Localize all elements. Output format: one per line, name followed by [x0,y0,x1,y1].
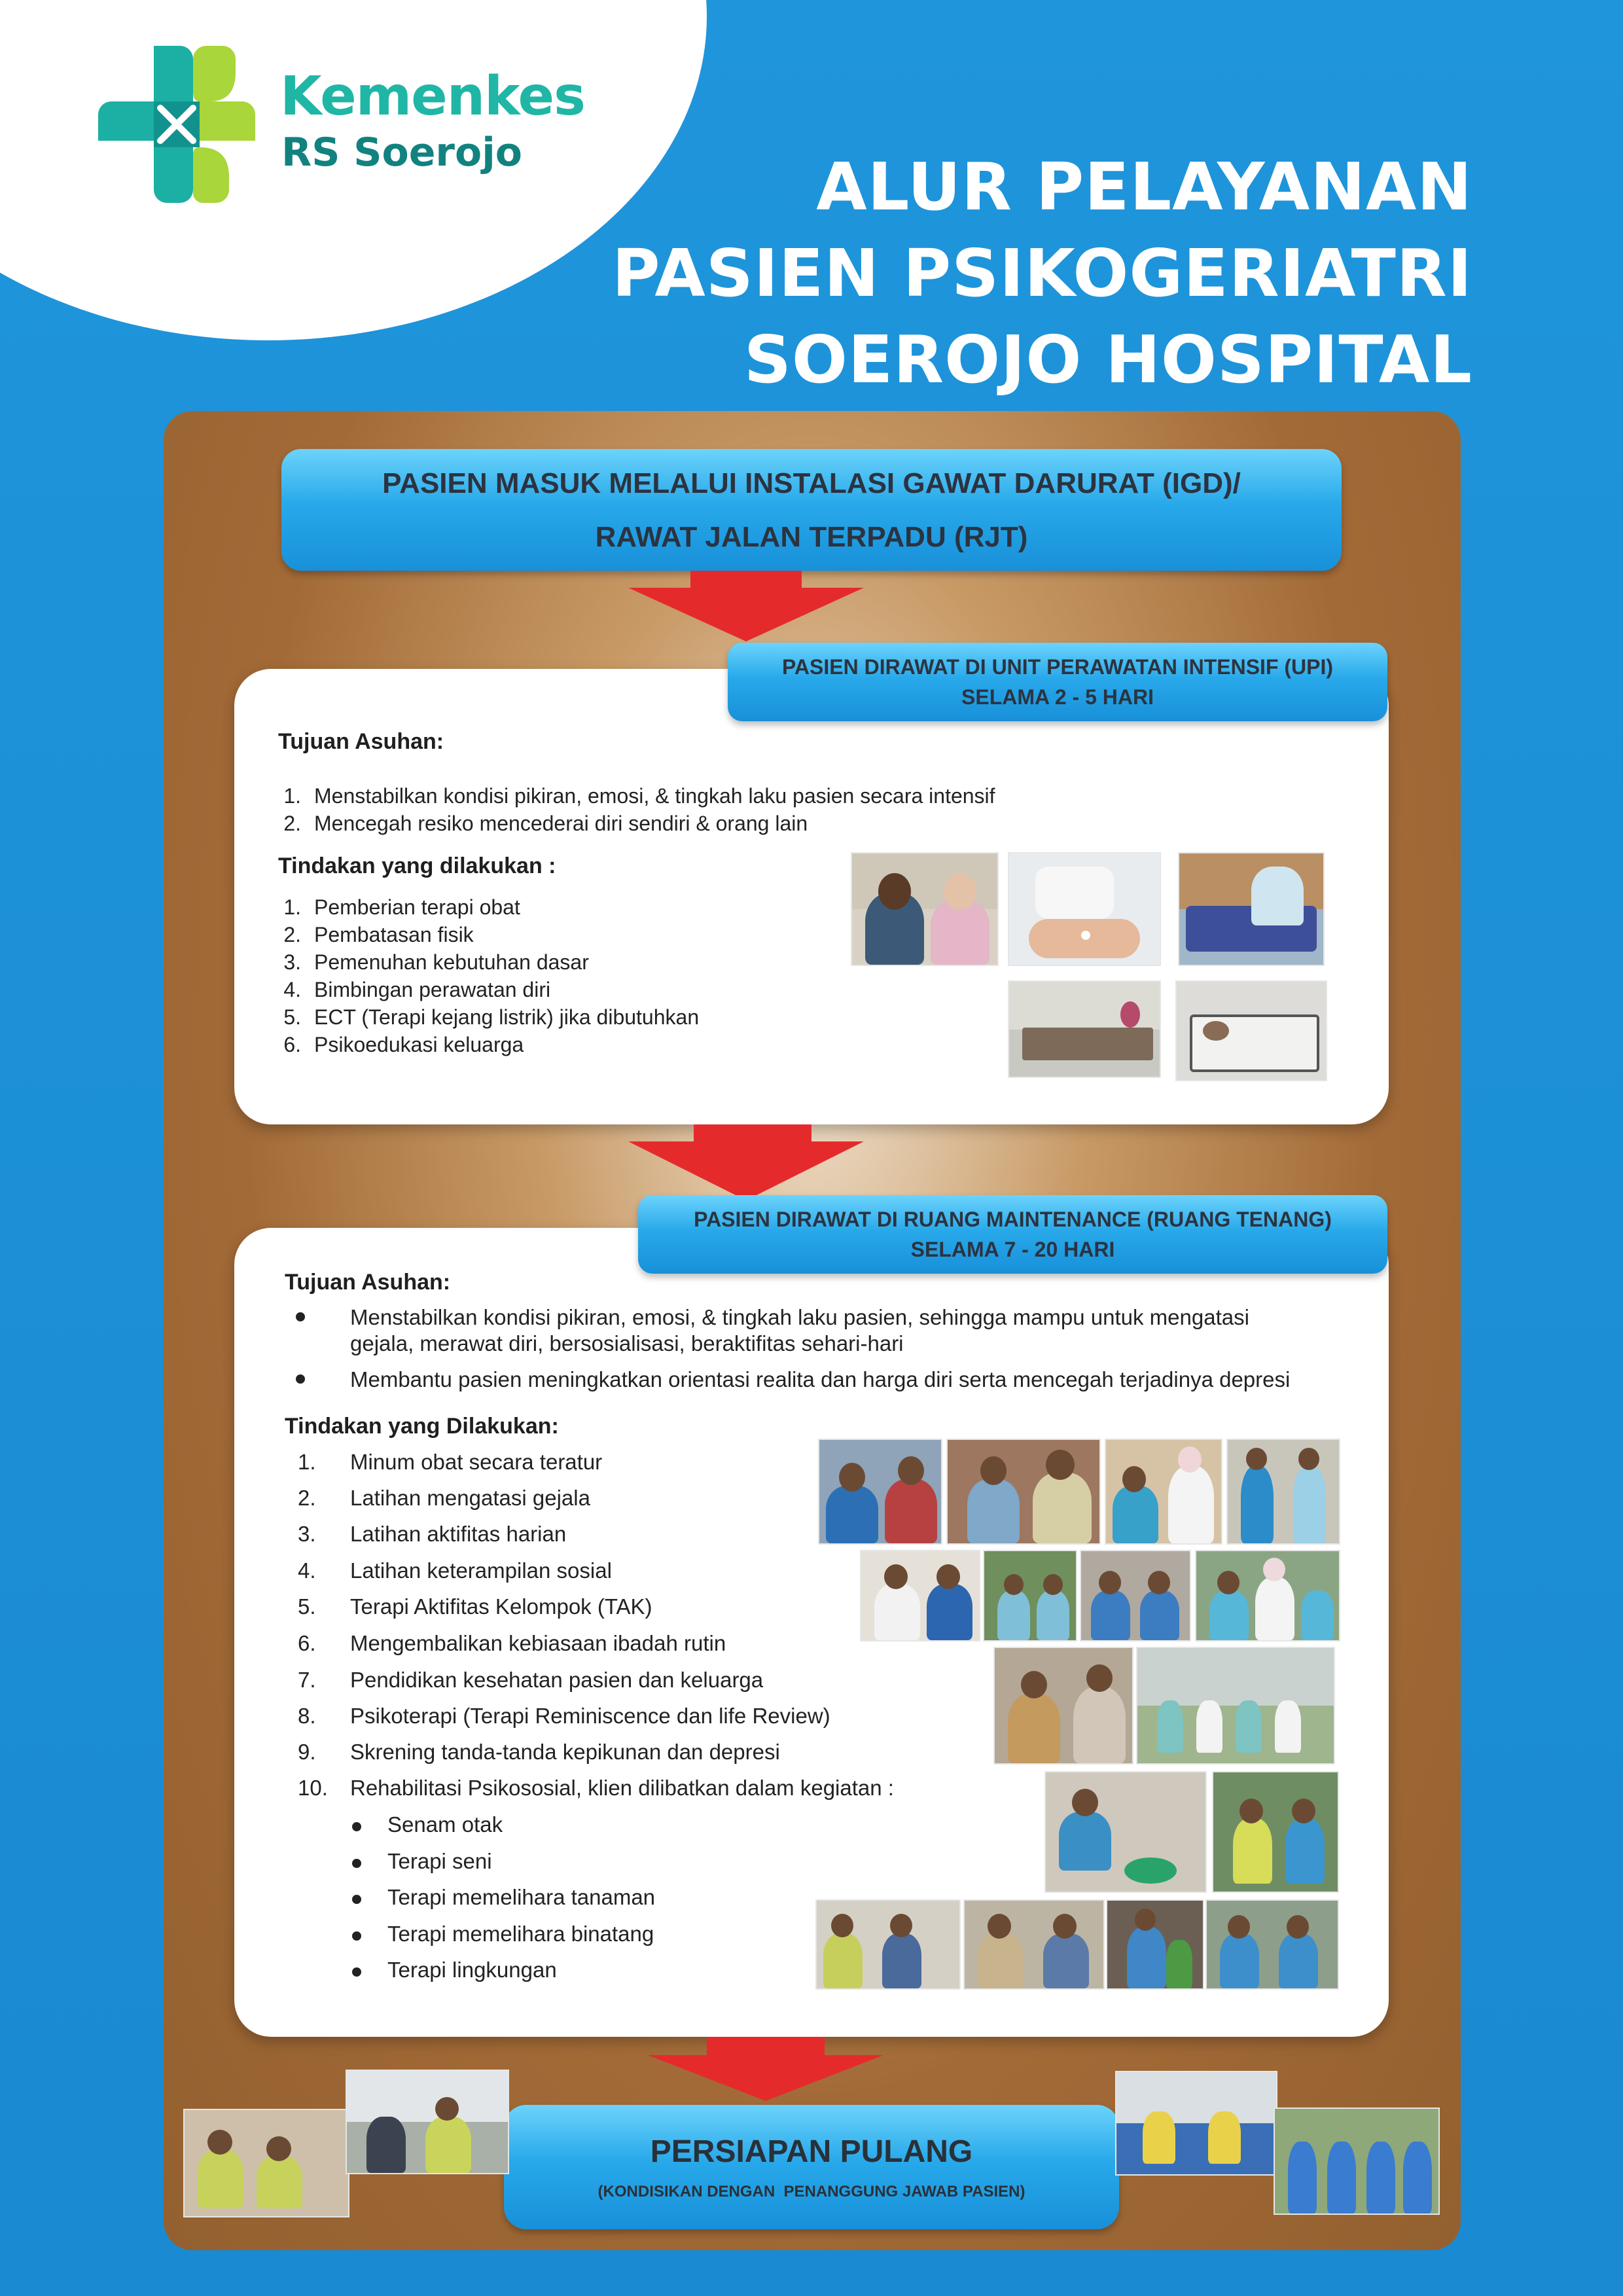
maintenance-header [638,1195,1387,1274]
title-line-3: SOEROJO HOSPITAL [743,321,1472,398]
m-photo-3 [1105,1439,1222,1545]
flow-arrow-3-stem [707,2037,825,2056]
upi-goal-1: 1. Menstabilkan kondisi pikiran, emosi, & tingkah laku pasien secara intensif [283,784,995,808]
m-action-3-num: 3. [298,1522,316,1546]
upi-action-5: 5. ECT (Terapi kejang listrik) jika dibutuhkan [283,1005,700,1029]
flow-arrow-1-stem [690,571,802,589]
m-photo-9 [993,1647,1133,1765]
upi-photo-medicine [1008,852,1161,966]
entry-step [281,449,1342,571]
rehab-3: Terapi memelihara tanaman [387,1885,656,1909]
bottom-photo-left-2 [346,2070,509,2174]
upi-header [728,643,1387,721]
m-action-8 [298,1704,830,1729]
m-photo-10 [1136,1647,1335,1765]
maintenance-header-line-2: SELAMA 7 - 20 HARI [910,1238,1115,1261]
m-action-6-num: 6. [298,1631,316,1655]
m-action-8-num: 8. [298,1704,316,1728]
flow-arrow-3 [648,2055,883,2101]
upi-goal-1-text: Menstabilkan kondisi pikiran, emosi, & tingkah laku pasien secara intensif [314,784,995,808]
m-action-3 [298,1522,566,1547]
m-action-6-text: Mengembalikan kebiasaan ibadah rutin [350,1631,726,1655]
upi-goal-2-text: Mencegah resiko mencederai diri sendiri & orang lain [314,812,808,835]
m-action-2-num: 2. [298,1486,316,1510]
maintenance-goal-1 [350,1304,1249,1357]
upi-goal-2: 2. Mencegah resiko mencederai diri sendiri & orang lain [283,812,808,835]
upi-header-line-2: SELAMA 2 - 5 HARI [961,685,1154,709]
m-action-7-num: 7. [298,1668,316,1692]
rehab-2: Terapi seni [387,1849,492,1873]
m-photo-8 [1195,1550,1340,1641]
rehab-2-bullet [352,1859,361,1868]
rehab-3-bullet [352,1895,361,1904]
maintenance-goal-2: Membantu pasien meningkatkan orientasi realita dan harga diri serta mencegah terjadinya depresi [350,1367,1291,1391]
m-action-1-text: Minum obat secara teratur [350,1450,603,1474]
upi-action-6-text: Psikoedukasi keluarga [314,1033,524,1056]
upi-action-1-text: Pemberian terapi obat [314,895,520,919]
upi-action-3-text: Pemenuhan kebutuhan dasar [314,950,589,974]
maintenance-goal-1-line-2: gejala, merawat diri, bersosialisasi, beraktifitas sehari-hari [350,1331,904,1355]
m-action-10 [298,1776,894,1801]
maintenance-actions-title: Tindakan yang Dilakukan: [285,1414,559,1439]
m-photo-5 [860,1550,980,1641]
maintenance-goals-title: Tujuan Asuhan: [285,1270,451,1295]
m-photo-4 [1226,1439,1340,1545]
upi-actions-title: Tindakan yang dilakukan : [278,853,556,878]
upi-photo-restraint [1178,852,1325,966]
m-action-2-text: Latihan mengatasi gejala [350,1486,590,1510]
m-action-6 [298,1631,726,1656]
m-photo-6 [983,1550,1077,1641]
upi-action-2-text: Pembatasan fisik [314,923,474,946]
upi-action-3: 3. Pemenuhan kebutuhan dasar [283,950,589,974]
entry-line-1: PASIEN MASUK MELALUI INSTALASI GAWAT DARURAT (IGD)/ [382,467,1241,499]
flow-arrow-2-stem [694,1124,812,1143]
title-line-2: PASIEN PSIKOGERIATRI [612,235,1472,312]
maintenance-header-line-1: PASIEN DIRAWAT DI RUANG MAINTENANCE (RUANG TENANG) [694,1208,1332,1231]
bottom-photo-right-1 [1115,2071,1277,2176]
m-action-5-num: 5. [298,1594,316,1619]
flow-arrow-2 [628,1141,864,1200]
bottom-photo-right-2 [1274,2108,1440,2215]
upi-photo-counseling [851,852,999,966]
m-action-10-num: 10. [298,1776,328,1800]
page-title [612,144,1472,403]
m-action-7 [298,1668,763,1693]
m-action-8-text: Psikoterapi (Terapi Reminiscence dan life Review) [350,1704,830,1728]
m-action-10-text: Rehabilitasi Psikososial, klien dilibatkan dalam kegiatan : [350,1776,894,1800]
brand-name: Kemenkes [280,65,585,128]
m-action-3-text: Latihan aktifitas harian [350,1522,567,1546]
rehab-5: Terapi lingkungan [387,1958,557,1982]
m-action-2 [298,1486,590,1511]
m-action-4-text: Latihan keterampilan sosial [350,1558,612,1583]
m-photo-15 [1106,1899,1204,1990]
upi-action-1: 1. Pemberian terapi obat [283,895,520,919]
m-photo-2 [946,1439,1101,1545]
rehab-1: Senam otak [387,1812,503,1837]
m-action-4-num: 4. [298,1558,316,1583]
m-photo-13 [815,1899,961,1990]
rehab-4-bullet [352,1931,361,1941]
bottom-photo-left-1 [183,2109,349,2217]
discharge-title: PERSIAPAN PULANG [650,2134,973,2169]
entry-line-2: RAWAT JALAN TERPADU (RJT) [595,521,1028,553]
upi-header-line-1: PASIEN DIRAWAT DI UNIT PERAWATAN INTENSIF (UPI) [781,655,1334,679]
m-photo-12 [1212,1771,1339,1893]
m-action-5-text: Terapi Aktifitas Kelompok (TAK) [350,1594,652,1619]
m-action-4 [298,1558,612,1583]
goal-2-bullet [296,1374,305,1384]
m-photo-16 [1205,1899,1339,1990]
rehab-4: Terapi memelihara binatang [387,1922,654,1946]
m-action-9-num: 9. [298,1740,316,1764]
m-photo-1 [818,1439,942,1545]
m-action-9 [298,1740,780,1765]
m-action-5 [298,1594,652,1619]
m-action-1-num: 1. [298,1450,316,1474]
m-action-1 [298,1450,602,1475]
m-action-7-text: Pendidikan kesehatan pasien dan keluarga [350,1668,764,1692]
upi-goals-title: Tujuan Asuhan: [278,729,444,754]
kemenkes-cross-logo-icon [98,46,255,203]
rehab-1-bullet [352,1822,361,1831]
m-action-9-text: Skrening tanda-tanda kepikunan dan depresi [350,1740,780,1764]
upi-action-2: 2. Pembatasan fisik [283,923,474,946]
discharge-step [504,2105,1119,2229]
title-line-1: ALUR PELAYANAN [816,149,1472,225]
upi-photo-bed [1175,980,1327,1081]
goal-1-bullet [296,1312,305,1321]
hospital-name: RS Soerojo [281,130,523,175]
m-photo-11 [1044,1771,1207,1893]
upi-action-5-text: ECT (Terapi kejang listrik) jika dibutuhkan [314,1005,700,1029]
flow-arrow-1 [628,588,864,641]
upi-photo-ward [1008,980,1161,1078]
m-photo-7 [1080,1550,1191,1641]
maintenance-goal-1-line-1: Menstabilkan kondisi pikiran, emosi, & tingkah laku pasien, sehingga mampu untuk mengatasi [350,1305,1249,1329]
rehab-5-bullet [352,1967,361,1977]
m-photo-14 [963,1899,1105,1990]
discharge-subtitle: (KONDISIKAN DENGAN PENANGGUNG JAWAB PASIEN) [597,2183,1026,2200]
upi-action-4: 4. Bimbingan perawatan diri [283,978,551,1001]
upi-action-6: 6. Psikoedukasi keluarga [283,1033,524,1056]
upi-action-4-text: Bimbingan perawatan diri [314,978,551,1001]
